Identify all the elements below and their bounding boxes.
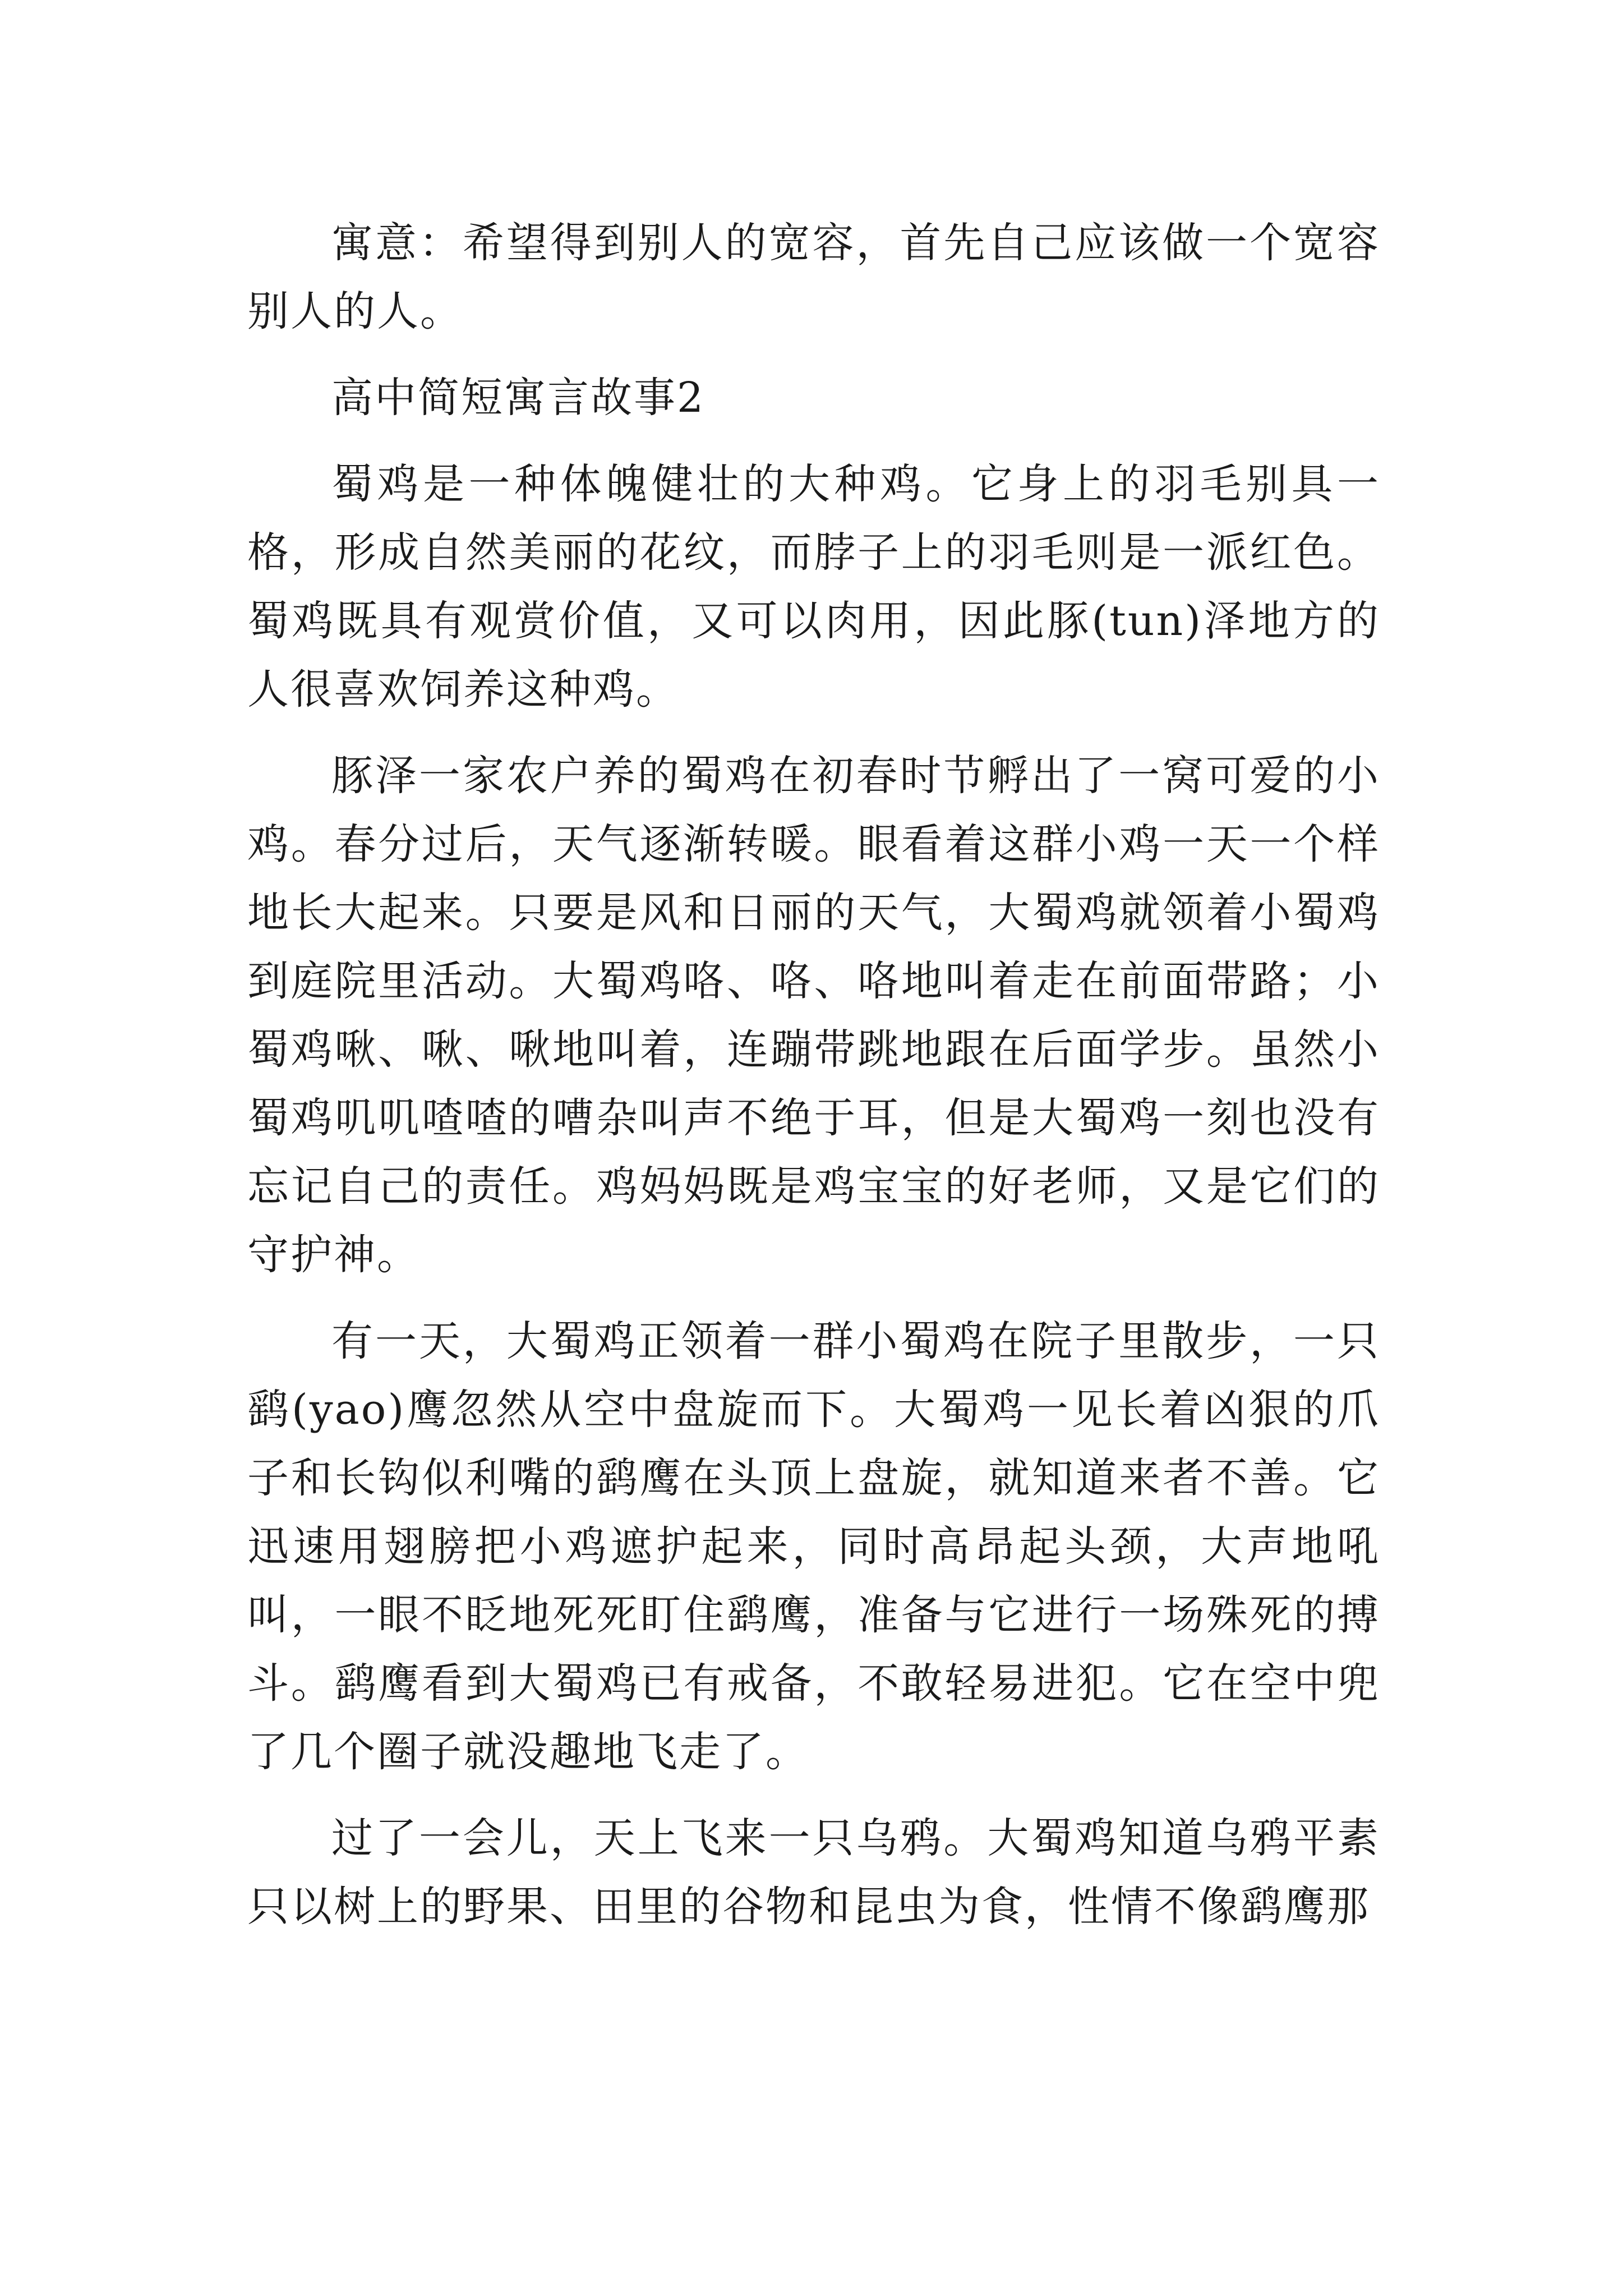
body-paragraph: 豚泽一家农户养的蜀鸡在初春时节孵出了一窝可爱的小鸡。春分过后，天气逐渐转暖。眼看着这群小鸡一天一个样地长大起来。只要是风和日丽的天气，大蜀鸡就领着小蜀鸡到庭院里活动。大蜀鸡咯、咯、咯地叫着走在前面带路；小蜀鸡啾、啾、啾地叫着，连蹦带跳地跟在后面学步。虽然小蜀鸡叽叽喳喳的嘈杂叫声不绝于耳，但是大蜀鸡一刻也没有忘记自己的责任。鸡妈妈既是鸡宝宝的好老师，又是它们的守护神。 [247,752,1380,1279]
section-heading: 高中简短寓言故事2 [331,374,706,422]
body-paragraph: 过了一会儿，天上飞来一只乌鸦。大蜀鸡知道乌鸦平素只以树上的野果、田里的谷物和昆虫为食，性情不像鹞鹰那 [247,1814,1380,1931]
body-paragraph: 蜀鸡是一种体魄健壮的大种鸡。它身上的羽毛别具一格，形成自然美丽的花纹，而脖子上的羽毛则是一派红色。蜀鸡既具有观赏价值，又可以肉用，因此豚(tun)泽地方的人很喜欢饲养这种鸡。 [247,460,1380,714]
body-paragraph: 有一天，大蜀鸡正领着一群小蜀鸡在院子里散步，一只鹞(yao)鹰忽然从空中盘旋而下。大蜀鸡一见长着凶狠的爪子和长钩似利嘴的鹞鹰在头顶上盘旋，就知道来者不善。它迅速用翅膀把小鸡遮护起来，同时高昂起头颈，大声地吼叫，一眼不眨地死死盯住鹞鹰，准备与它进行一场殊死的搏斗。鹞鹰看到大蜀鸡已有戒备，不敢轻易进犯。它在空中兜了几个圈子就没趣地飞走了。 [247,1317,1380,1776]
moral-paragraph: 寓意：希望得到别人的宽容，首先自己应该做一个宽容别人的人。 [247,219,1380,335]
document-body [247,209,1380,1941]
